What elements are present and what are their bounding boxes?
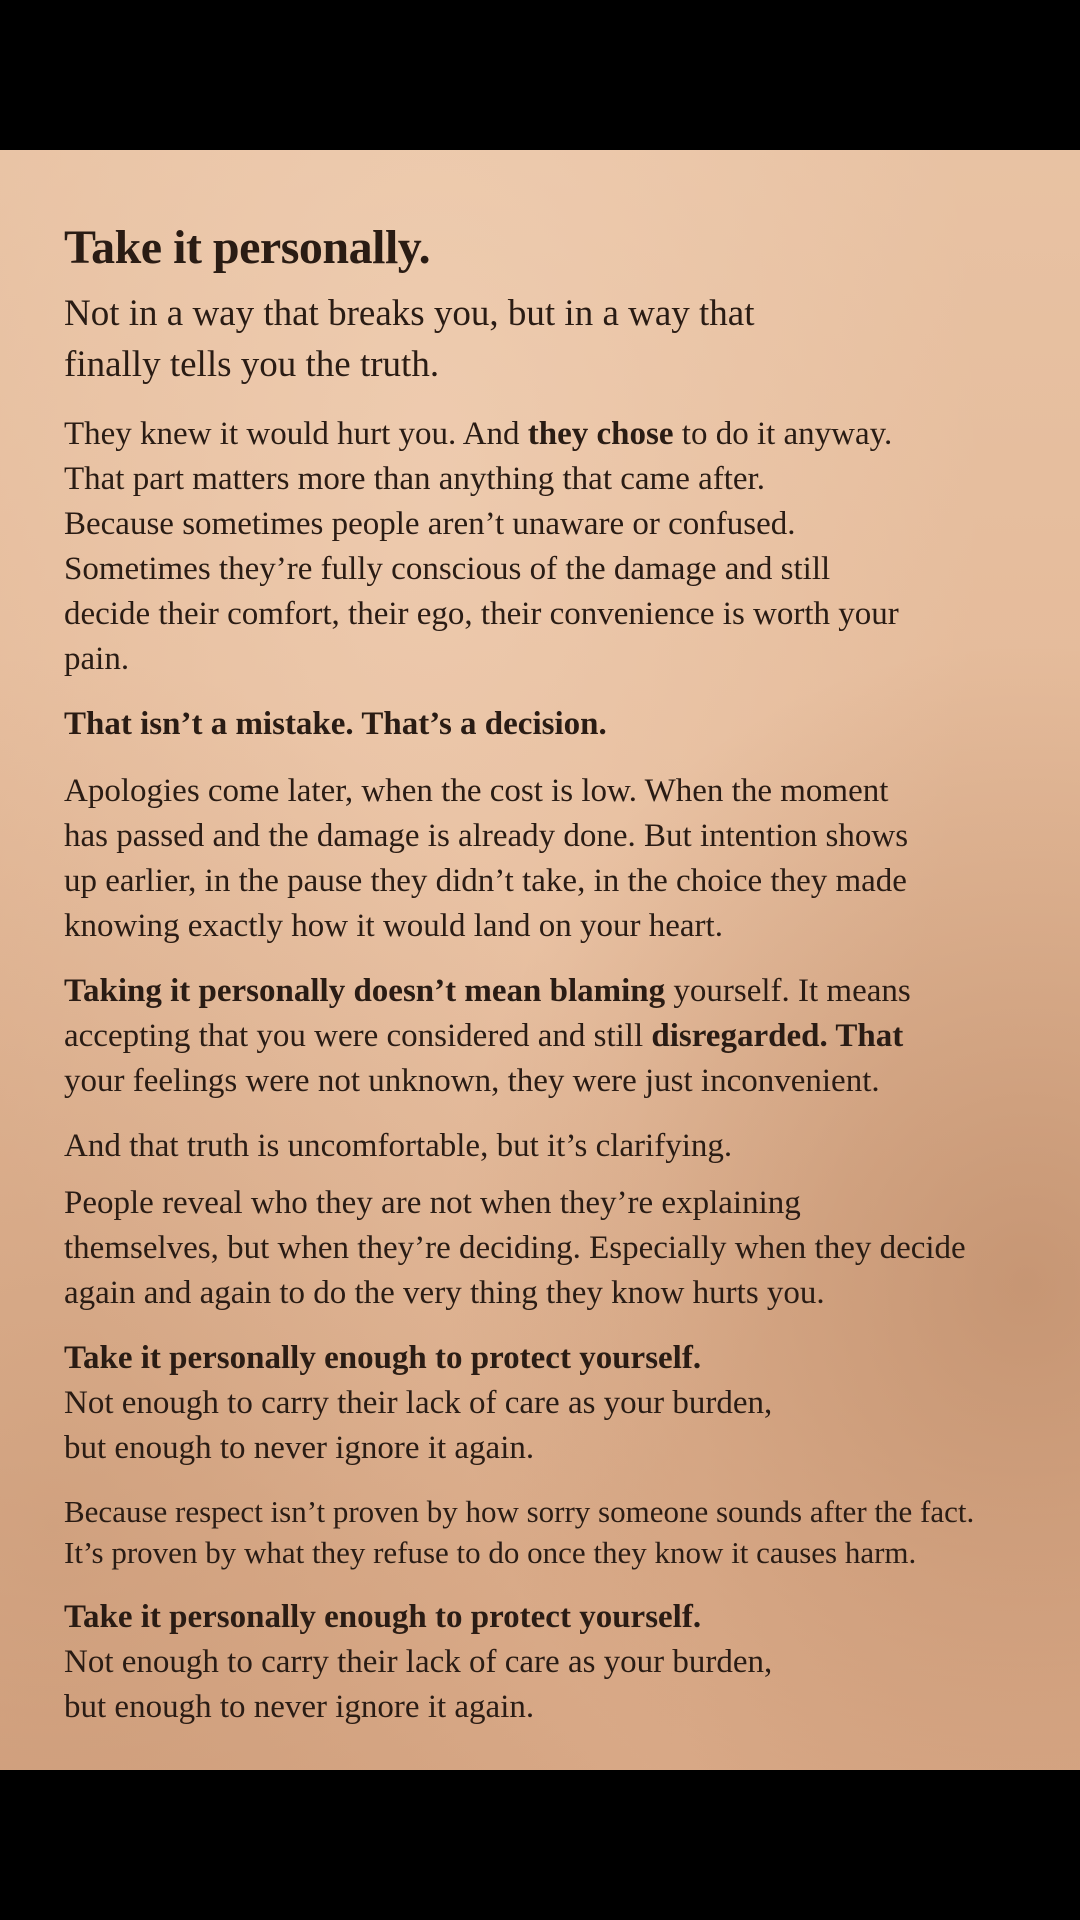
paragraph-reveal: People reveal who they are not when they’re explaining themselves, but when they’re deciding. Especially when they decide again and again to do the very thing they know hurts you. [64, 1185, 966, 1311]
paragraph-truth: And that truth is uncomfortable, but it’s clarifying. [64, 1128, 733, 1164]
paper-background [0, 150, 1080, 1770]
protect-block-2 [64, 1595, 1074, 1730]
intro-paragraph: Not in a way that breaks you, but in a way that finally tells you the truth. [64, 293, 755, 385]
paragraph-intent [64, 412, 1074, 682]
paragraph-taking-personally-part-b: yourself. It means accepting that you were considered and still [64, 973, 911, 1054]
paragraph-intent-part-c: to do it anyway. That part matters more than anything that came after. Because sometimes people aren’t unaware or confused. Sometimes they’re fully conscious of the damage and still decide their comfort, their ego, their convenience is worth your pain. [64, 416, 899, 677]
protect-block-1 [64, 1336, 1074, 1471]
protect-lines-2: Not enough to carry their lack of care as your burden, but enough to never ignore it again. [64, 1644, 773, 1725]
page-title: Take it personally. [64, 221, 431, 274]
protect-lines-1: Not enough to carry their lack of care as your burden, but enough to never ignore it again. [64, 1385, 773, 1466]
paragraph-taking-personally-bold-c: disregarded. That [651, 1018, 904, 1054]
decision-statement: That isn’t a mistake. That’s a decision. [64, 706, 607, 742]
paragraph-taking-personally-part-d: your feelings were not unknown, they were just inconvenient. [64, 1063, 880, 1099]
paragraph-taking-personally-bold-a: Taking it personally doesn’t mean blaming [64, 973, 666, 1009]
protect-heading-1: Take it personally enough to protect yourself. [64, 1340, 702, 1376]
protect-heading-2: Take it personally enough to protect yourself. [64, 1599, 702, 1635]
paragraph-intent-bold: they chose [527, 416, 674, 452]
paragraph-intent-part-a: They knew it would hurt you. And [64, 416, 528, 452]
paragraph-taking-personally [64, 969, 1074, 1104]
paragraph-apologies: Apologies come later, when the cost is low. When the moment has passed and the damage is already done. But intention shows up earlier, in the pause they didn’t take, in the choice they made knowing exactly how it would land on your heart. [64, 773, 909, 944]
paragraph-respect: Because respect isn’t proven by how sorry someone sounds after the fact. It’s proven by what they refuse to do once they know it causes harm. [64, 1494, 975, 1570]
text-content [64, 218, 1074, 1730]
